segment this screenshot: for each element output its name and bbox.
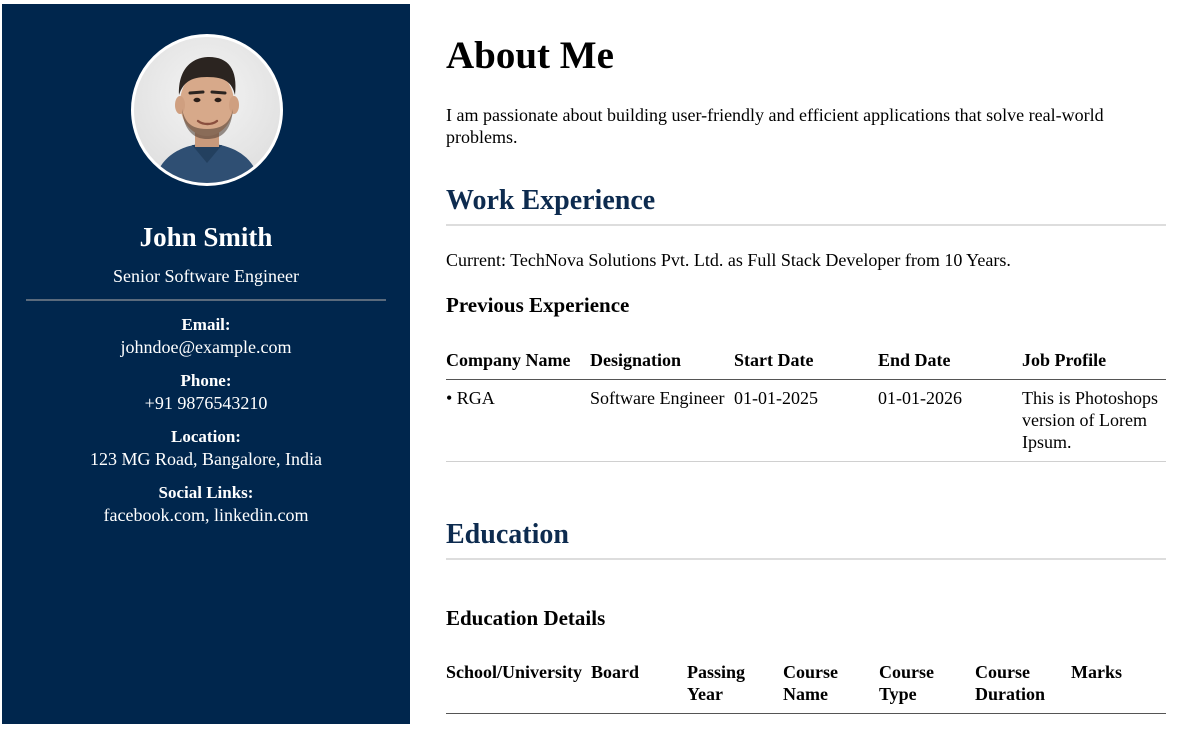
contact-value: 123 MG Road, Bangalore, India bbox=[90, 449, 322, 469]
table-row bbox=[446, 380, 1166, 462]
column-header: School/University bbox=[446, 661, 591, 714]
education-details-title: Education Details bbox=[446, 606, 606, 630]
column-header: Job Profile bbox=[1022, 349, 1166, 380]
contact-value[interactable]: facebook.com, linkedin.com bbox=[103, 505, 309, 525]
work-experience-title: Work Experience bbox=[446, 184, 1166, 226]
column-header: Marks bbox=[1071, 661, 1166, 714]
contact-info bbox=[2, 314, 410, 538]
contact-email bbox=[2, 314, 410, 358]
profile-sidebar bbox=[2, 4, 410, 724]
column-header: Course Type bbox=[879, 661, 975, 714]
column-header: Company Name bbox=[446, 349, 590, 380]
person-photo-icon bbox=[134, 37, 280, 183]
education-table bbox=[446, 661, 1166, 714]
contact-value[interactable]: +91 9876543210 bbox=[144, 393, 268, 413]
column-header: End Date bbox=[878, 349, 1022, 380]
contact-label: Email: bbox=[181, 315, 231, 334]
contact-social bbox=[2, 482, 410, 526]
contact-label: Social Links: bbox=[158, 483, 254, 502]
table-cell: 01-01-2026 bbox=[878, 380, 1022, 462]
profile-name: John Smith bbox=[139, 222, 273, 252]
column-header: Board bbox=[591, 661, 687, 714]
about-title: About Me bbox=[446, 34, 614, 77]
sidebar-divider bbox=[26, 299, 386, 301]
contact-label: Location: bbox=[171, 427, 241, 446]
current-job: Current: TechNova Solutions Pvt. Ltd. as Full Stack Developer from 10 Years. bbox=[446, 250, 1011, 270]
education-title: Education bbox=[446, 518, 1166, 560]
contact-label: Phone: bbox=[180, 371, 232, 390]
profile-avatar bbox=[131, 34, 283, 186]
experience-table bbox=[446, 349, 1166, 462]
column-header: Course Duration bbox=[975, 661, 1071, 714]
contact-value[interactable]: johndoe@example.com bbox=[120, 337, 292, 357]
table-cell: 01-01-2025 bbox=[734, 380, 878, 462]
table-cell: This is Photoshops version of Lorem Ipsum. bbox=[1022, 380, 1166, 462]
previous-experience-title: Previous Experience bbox=[446, 293, 630, 317]
contact-location bbox=[2, 426, 410, 470]
about-text: I am passionate about building user-friendly and efficient applications that solve real-world problems. bbox=[446, 105, 1104, 147]
table-cell: • RGA bbox=[446, 380, 590, 462]
column-header: Passing Year bbox=[687, 661, 783, 714]
table-cell: Software Engineer bbox=[590, 380, 734, 462]
contact-phone bbox=[2, 370, 410, 414]
profile-title: Senior Software Engineer bbox=[113, 266, 299, 286]
column-header: Course Name bbox=[783, 661, 879, 714]
column-header: Start Date bbox=[734, 349, 878, 380]
table-header-row bbox=[446, 661, 1166, 714]
table-header-row bbox=[446, 349, 1166, 380]
column-header: Designation bbox=[590, 349, 734, 380]
